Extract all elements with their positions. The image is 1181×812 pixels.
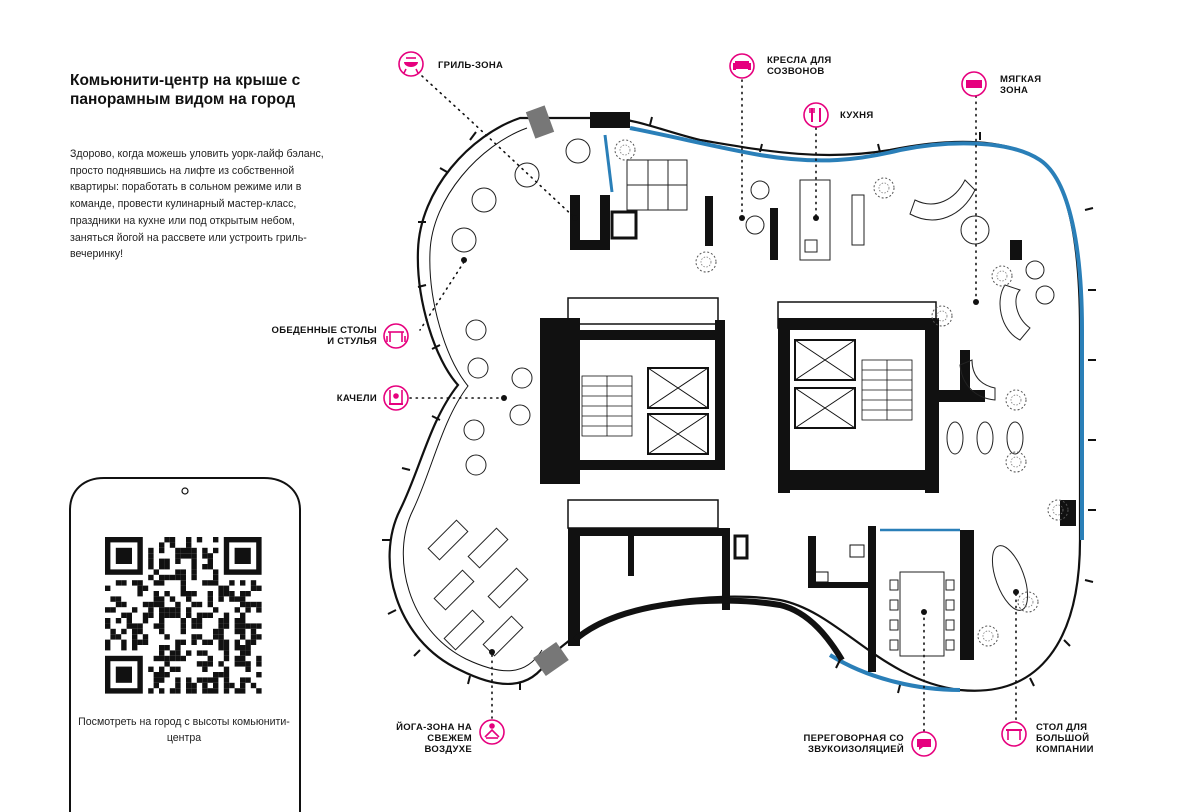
- swing-icon: [384, 386, 408, 410]
- label-yoga-zone: ЙОГА-ЗОНА НА СВЕЖЕМ ВОЗДУХЕ: [396, 722, 472, 755]
- label-grill-zone: ГРИЛЬ-ЗОНА: [438, 60, 504, 71]
- table-icon: [1002, 722, 1026, 746]
- grill-icon: [399, 52, 423, 76]
- label-dining: ОБЕДЕННЫЕ СТОЛЫ И СТУЛЬЯ: [271, 325, 377, 347]
- label-soft-zone: МЯГКАЯ ЗОНА: [1000, 74, 1042, 96]
- chat-bubble-icon: [912, 732, 936, 756]
- label-big-table: СТОЛ ДЛЯ БОЛЬШОЙ КОМПАНИИ: [1036, 722, 1094, 755]
- label-swings: КАЧЕЛИ: [336, 393, 377, 404]
- label-call-chairs: КРЕСЛА ДЛЯ СОЗВОНОВ: [767, 55, 832, 77]
- intro-body: Здорово, когда можешь уловить уорк-лайф бэланс, просто поднявшись на лифте из собственной квартиры: поработать в сольном режиме или в команде, провести кулинарный мастер-класс, праздники на кухне или под открытым небом, заняться йогой на рассвете или устроить гриль-вечеринку!: [70, 148, 324, 261]
- armchair-icon: [730, 54, 754, 78]
- label-meeting-room: ПЕРЕГОВОРНАЯ СО ЗВУКОИЗОЛЯЦИЕЙ: [803, 733, 904, 755]
- dining-table-icon: [384, 324, 408, 348]
- label-kitchen: КУХНЯ: [840, 110, 874, 121]
- sofa-icon: [962, 72, 986, 96]
- cutlery-icon: [804, 103, 828, 127]
- phone-caption: Посмотреть на город с высоты комьюнити-центра: [78, 716, 290, 744]
- intro-title: Комьюнити-центр на крыше с панорамным видом на город: [70, 72, 301, 108]
- yoga-icon: [480, 720, 504, 744]
